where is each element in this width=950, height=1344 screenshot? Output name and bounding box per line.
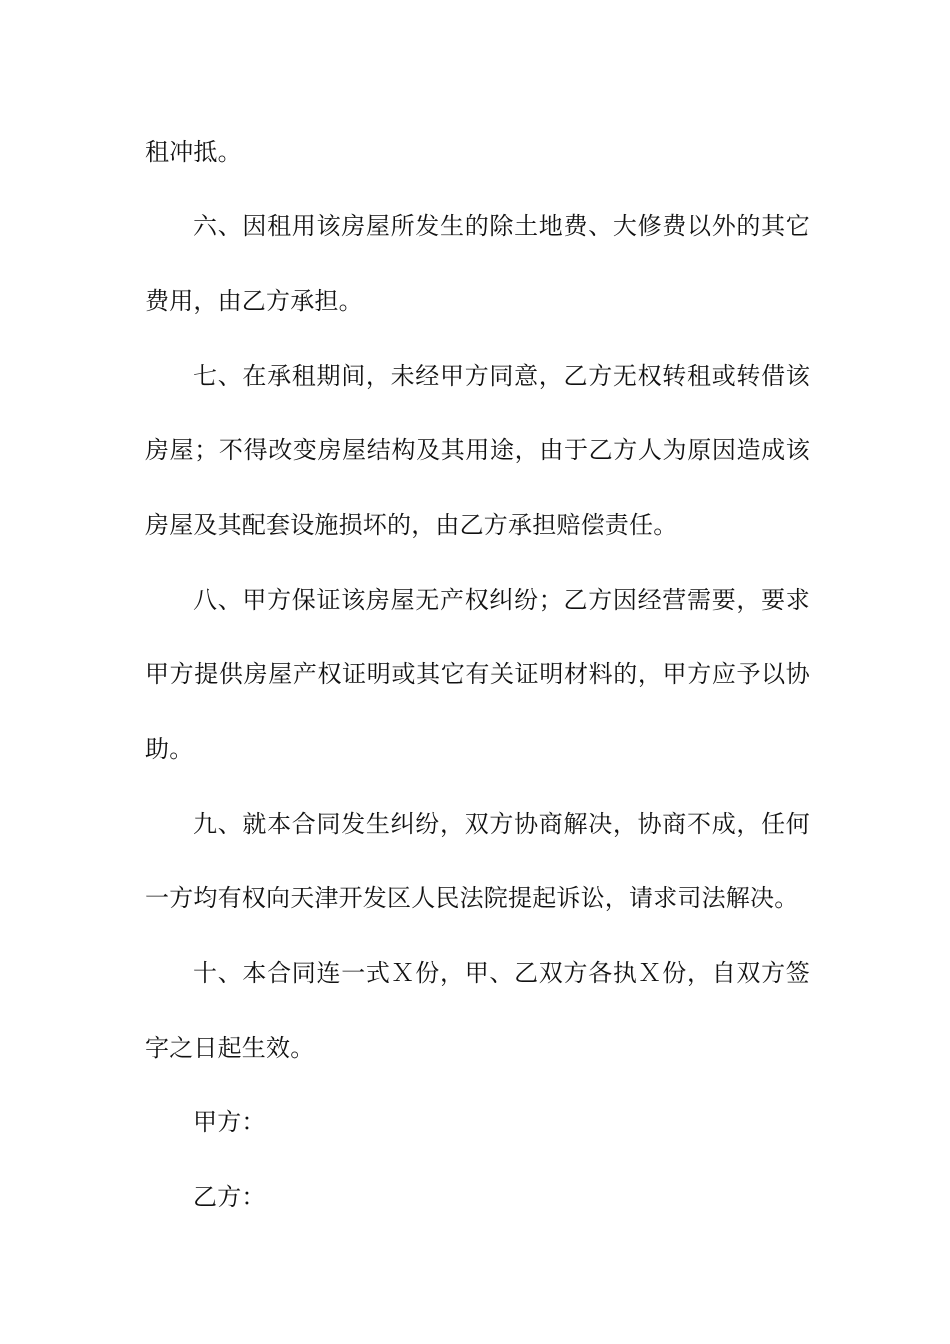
clause-6-line-1: 六、因租用该房屋所发生的除土地费、大修费以外的其它 xyxy=(193,212,810,240)
clause-8-line-3: 助。 xyxy=(145,735,194,763)
text-line: 租冲抵。 xyxy=(145,138,242,166)
clause-7-line-2: 房屋；不得改变房屋结构及其用途，由于乙方人为原因造成该 xyxy=(145,436,810,464)
clause-8-line-2: 甲方提供房屋产权证明或其它有关证明材料的，甲方应予以协 xyxy=(145,660,810,688)
clause-10-line-1: 十、本合同连一式Ｘ份，甲、乙双方各执Ｘ份，自双方签 xyxy=(193,959,810,987)
clause-6-line-2: 费用，由乙方承担。 xyxy=(145,287,363,315)
clause-9-line-2: 一方均有权向天津开发区人民法院提起诉讼，请求司法解决。 xyxy=(145,884,799,912)
clause-8-line-1: 八、甲方保证该房屋无产权纠纷；乙方因经营需要，要求 xyxy=(193,586,810,614)
party-b-signature-label: 乙方： xyxy=(193,1183,266,1211)
clause-7-line-1: 七、在承租期间，未经甲方同意，乙方无权转租或转借该 xyxy=(193,362,810,390)
clause-9-line-1: 九、就本合同发生纠纷，双方协商解决，协商不成，任何 xyxy=(193,810,810,838)
clause-7-line-3: 房屋及其配套设施损坏的，由乙方承担赔偿责任。 xyxy=(145,511,678,539)
clause-10-line-2: 字之日起生效。 xyxy=(145,1034,315,1062)
party-a-signature-label: 甲方： xyxy=(193,1108,266,1136)
